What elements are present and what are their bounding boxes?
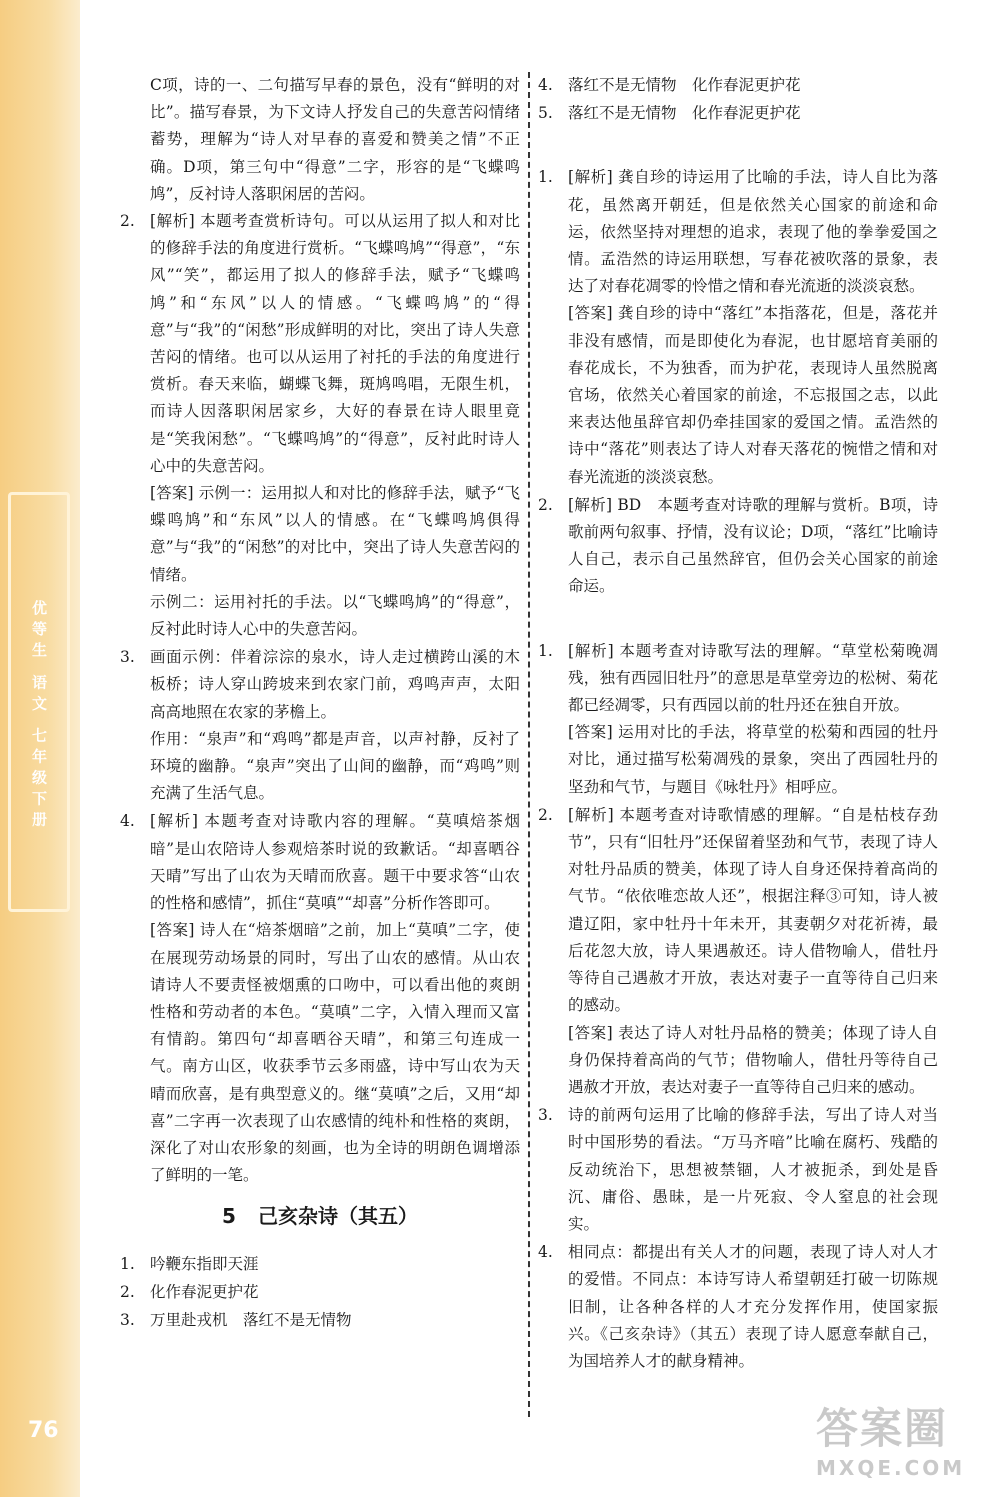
question-number: 1. (538, 641, 553, 660)
section-number: 5 (222, 1204, 236, 1229)
fill-answer: 落红不是无情物 化作春泥更护花 (568, 104, 801, 123)
watermark-main: 答案圈 (816, 1404, 949, 1453)
book-series-label: 优等生 语文 七年级下册 (30, 600, 48, 833)
page-number: 76 (28, 1418, 59, 1443)
analysis-text: [解析] 本题考查对诗歌内容的理解。“莫嗔焙茶烟暗”是山农陪诗人参观焙茶时说的致歉话。“却喜晒谷天晴”写出了山农为天晴而欣喜。题干中要求答“山农的性格和感情”，抓住“莫嗔”“却喜”分析作答即可。 (150, 812, 520, 913)
fill-answer: 化作春泥更护花 (150, 1282, 259, 1301)
question-number: 1. (120, 1254, 135, 1273)
answer-text: 诗的前两句运用了比喻的修辞手法，写出了诗人对当时中国形势的看法。“万马齐喑”比喻在腐朽、残酷的反动统治下，思想被禁锢，人才被扼杀，到处是昏沉、庸俗、愚昧，是一片死寂、令人窒息的社会现实。 (568, 1106, 938, 1233)
question-number: 2. (120, 212, 135, 231)
fill-item (538, 72, 938, 99)
question-item (538, 802, 938, 1101)
question-number: 4. (120, 812, 135, 831)
fill-item (120, 1307, 520, 1334)
fill-answer: 万里赴戎机 落红不是无情物 (150, 1310, 352, 1329)
question-number: 4. (538, 1243, 553, 1262)
analysis-text: [解析] BD 本题考查对诗歌的理解与赏析。B项，诗歌前两句叙事、抒情，没有议论；D项，“落红”比喻诗人自己，表示自己虽然辞官，但仍会关心国家的前途命运。 (568, 495, 938, 596)
answer-text: 相同点：都提出有关人才的问题，表现了诗人对人才的爱惜。不同点：本诗写诗人希望朝廷打破一切陈规旧制，让各种各样的人才充分发挥作用，使国家振兴。《己亥杂诗》（其五）表现了诗人愿意奉献自己，为国培养人才的献身精神。 (568, 1243, 938, 1370)
question-number: 3. (538, 1106, 553, 1125)
question-item (120, 208, 520, 643)
question-number: 2. (538, 495, 553, 514)
spacer (538, 602, 938, 638)
section-title: 己亥杂诗（其五） (257, 1204, 418, 1229)
fill-answer: 落红不是无情物 化作春泥更护花 (568, 76, 801, 94)
answer-text: [答案] 龚自珍的诗中“落红”本指落花，但是，落花并非没有感情，而是即使化为春泥，也甘愿培育美丽的春花成长，不为独香，而为护花，表现诗人虽然脱离官场，依然关心着国家的前途，不忘报国之志，以此来表达他虽辞官却仍牵挂国家的爱国之情。孟浩然的诗中“落花”则表达了诗人对春天落花的惋惜之情和对春光流逝的淡淡哀愁。 (568, 304, 938, 486)
question-number: 3. (120, 648, 135, 667)
question-number: 2. (538, 805, 553, 824)
analysis-text: [解析] 龚自珍的诗运用了比喻的手法，诗人自比为落花，虽然离开朝廷，但是依然关心国家的前途和命运，依然坚持对理想的追求，表现了他的拳拳爱国之情。孟浩然的诗运用联想，写春花被吹落的景象，表达了对春花凋零的怜惜之情和春光流逝的淡淡哀愁。 (568, 168, 938, 296)
right-column (538, 72, 938, 1376)
analysis-text: [解析] 本题考查对诗歌情感的理解。“自是枯枝存劲节”，只有“旧牡丹”还保留着坚劲和气节，表现了诗人对牡丹品质的赞美，体现了诗人自身还保持着高尚的气节。“依依唯恋故人还”，根据注释③可知，诗人被遣辽阳，家中牡丹十年未开，其妻朝夕对花祈祷，最后花忽大放，诗人果遇赦还。诗人借物喻人，借牡丹等待自己遇赦才开放，表达对妻子一直等待自己归来的感动。 (568, 805, 938, 1015)
question-item (538, 1102, 938, 1238)
question-item (120, 808, 520, 1189)
question-number: 3. (120, 1310, 135, 1329)
answer-paragraph: C项，诗的一、二句描写早春的景色，没有“鲜明的对比”。描写春景，为下文诗人抒发自己的失意苦闷情绪蓄势，理解为“诗人对早春的喜爱和赞美之情”不正确。D项，第三句中“得意”二字，形容的是“飞蝶鸣鸠”，反衬诗人落职闲居的苦闷。 (150, 76, 520, 203)
question-item (538, 492, 938, 601)
question-item (538, 164, 938, 490)
analysis-text: [解析] 本题考查对诗歌写法的理解。“草堂松菊晚凋残，独有西园旧牡丹”的意思是草堂旁边的松树、菊花都已经凋零，只有西园以前的牡丹还在独自开放。 (568, 641, 938, 715)
answer-text: [答案] 诗人在“焙茶烟暗”之前，加上“莫嗔”二字，使在展现劳动场景的同时，写出了山农的感情。从山农请诗人不要责怪被烟熏的口吻中，可以看出他的爽朗性格和劳动者的本色。“莫嗔”二字，入情入理而又富有情韵。第四句“却喜晒谷天晴”，和第三句连成一气。南方山区，收获季节云多雨盛，诗中写山农为天晴而欣喜，是有典型意义的。继“莫嗔”之后，又用“却喜”二字再一次表现了山农感情的纯朴和性格的爽朗，深化了对山农形象的刻画，也为全诗的明朗色调增添了鲜明的一笔。 (150, 921, 520, 1185)
answer-text: [答案] 运用对比的手法，将草堂的松菊和西园的牡丹对比，通过描写松菊凋残的景象，突出了西园牡丹的坚劲和气节，与题目《咏牡丹》相呼应。 (568, 723, 938, 796)
effect-text: 作用：“泉声”和“鸡鸣”都是声音，以声衬静，反衬了环境的幽静。“泉声”突出了山间的幽静，而“鸡鸣”则充满了生活气息。 (150, 729, 520, 803)
fill-item (538, 100, 938, 127)
analysis-text: [解析] 本题考查赏析诗句。可以从运用了拟人和对比的修辞手法的角度进行赏析。“飞蝶鸣鸠”“得意”，“东风”“笑”，都运用了拟人的修辞手法，赋予“飞蝶鸣鸠”和“东风”以人的情感。“飞蝶鸣鸠”的“得意”与“我”的“闲愁”形成鲜明的对比，突出了诗人失意苦闷的情绪。也可以从运用了衬托的手法的角度进行赏析。春天来临，蝴蝶飞舞，斑鸠鸣唱，无限生机，而诗人因落职闲居家乡，大好的春景在诗人眼里竟是“笑我闲愁”。“飞蝶鸣鸠”的“得意”，反衬此时诗人心中的失意苦闷。 (150, 212, 520, 475)
fill-item (120, 1251, 520, 1278)
question-number: 5. (538, 104, 553, 123)
question-number: 2. (120, 1282, 135, 1301)
question-number: 1. (538, 168, 553, 187)
fill-answer: 吟鞭东指即天涯 (150, 1254, 259, 1273)
question-item (120, 644, 520, 807)
site-watermark (816, 1396, 986, 1486)
answer-text: [答案] 示例一：运用拟人和对比的修辞手法，赋予“飞蝶鸣鸠”和“东风”以人的情感。在“飞蝶鸣鸠俱得意”与“我”的“闲愁”的对比中，突出了诗人失意苦闷的情绪。 (150, 484, 520, 584)
question-item (538, 638, 938, 801)
column-divider (528, 72, 530, 1417)
answer-text: [答案] 表达了诗人对牡丹品格的赞美；体现了诗人自身仍保持着高尚的气节；借物喻人，借牡丹等待自己遇赦才开放，表达对妻子一直等待自己归来的感动。 (568, 1023, 938, 1096)
fill-item (120, 1279, 520, 1306)
question-number: 4. (538, 76, 553, 94)
watermark-url: MXQE.COM (816, 1456, 966, 1480)
decorative-side-band (0, 0, 80, 1497)
answer-text: 示例二：运用衬托的手法。以“飞蝶鸣鸠”的“得意”，反衬此时诗人心中的失意苦闷。 (150, 592, 520, 639)
question-item (538, 1239, 938, 1375)
spacer (538, 128, 938, 164)
scene-text: 画面示例：伴着淙淙的泉水，诗人走过横跨山溪的木板桥；诗人穿山跨坡来到农家门前，鸡鸣声声，太阳高高地照在农家的茅檐上。 (150, 648, 520, 721)
section-heading (120, 1203, 520, 1230)
left-column (120, 72, 520, 1335)
